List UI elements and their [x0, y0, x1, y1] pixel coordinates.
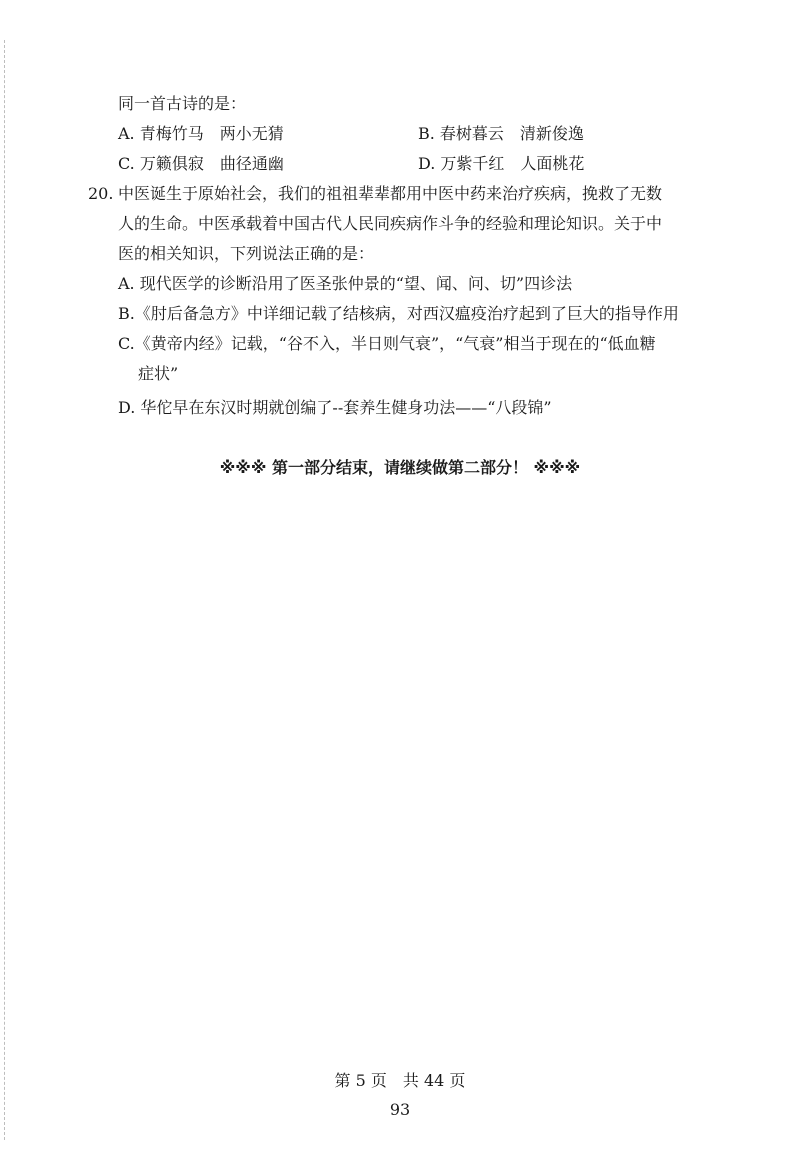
q19-option-d: D. 万紫千红 人面桃花: [418, 154, 585, 173]
q20-stem-line-3: 医的相关知识，下列说法正确的是：: [118, 244, 375, 263]
q19-option-a: A. 青梅竹马 两小无猜: [118, 124, 284, 143]
q20-option-b: B.《肘后备急方》中详细记载了结核病，对西汉瘟疫治疗起到了巨大的指导作用: [118, 304, 679, 323]
q20-option-d: D. 华佗早在东汉时期就创编了--套养生健身功法——“八段锦”: [118, 398, 552, 417]
q20-option-c-continued: 症状”: [138, 364, 179, 383]
q20-number: 20.: [88, 184, 114, 203]
q19-intro: 同一首古诗的是：: [118, 94, 247, 113]
page-info: 第 5 页 共 44 页: [334, 1071, 466, 1090]
page-number: 93: [389, 1100, 411, 1119]
q19-option-b: B. 春树暮云 清新俊逸: [418, 124, 584, 143]
q19-option-c: C. 万籁俱寂 曲径通幽: [118, 154, 284, 173]
q20-option-c: C.《黄帝内经》记载，“谷不入，半日则气衰”，“气衰”相当于现在的“低血糖: [118, 334, 656, 353]
q20-stem-line-1: 中医诞生于原始社会，我们的祖祖辈辈都用中医中药来治疗疾病，挽救了无数: [118, 184, 663, 203]
section-end-banner: ※※※ 第一部分结束，请继续做第二部分！ ※※※: [219, 458, 581, 477]
q20-option-a: A. 现代医学的诊断沿用了医圣张仲景的“望、闻、问、切”四诊法: [118, 274, 573, 293]
binding-margin-line: [4, 40, 5, 1140]
q20-stem-line-2: 人的生命。中医承载着中国古代人民同疾病作斗争的经验和理论知识。关于中: [118, 214, 663, 233]
